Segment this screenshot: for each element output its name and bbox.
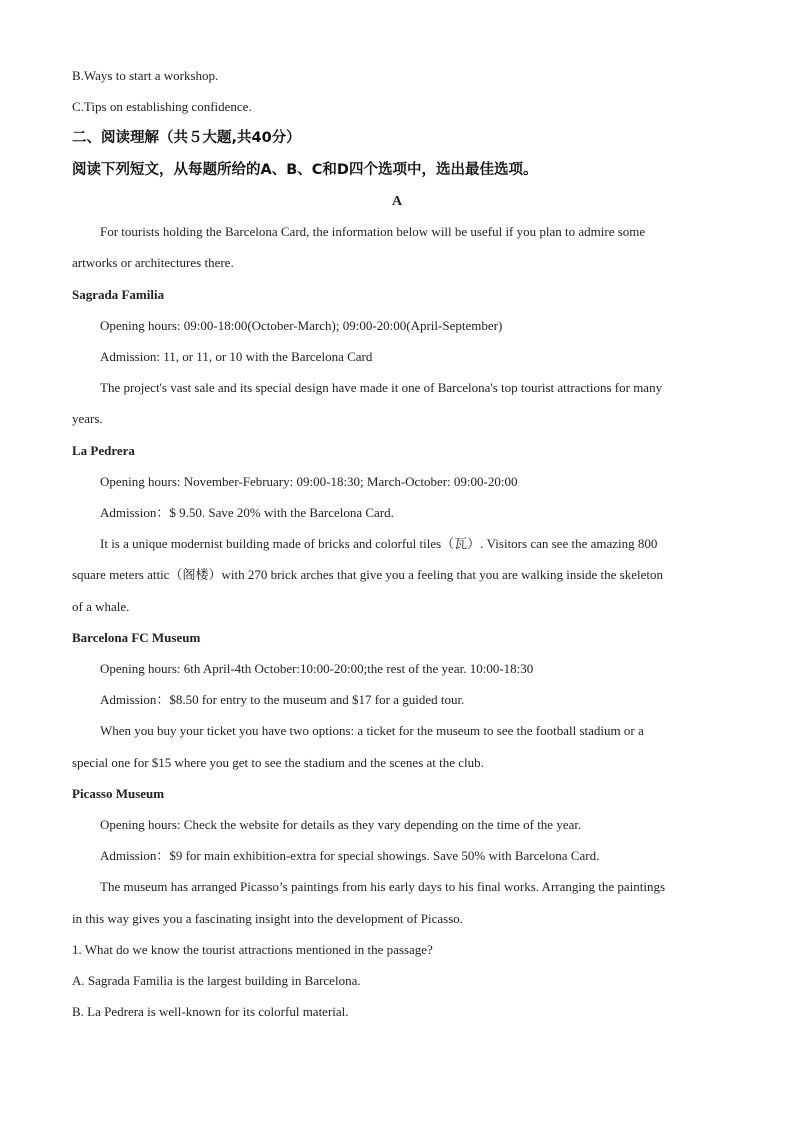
attraction-description: of a whale. <box>72 599 130 614</box>
question-1-option-a: A. Sagrada Familia is the largest building in Barcelona. <box>72 973 361 988</box>
question-1-option-b: B. La Pedrera is well-known for its colorful material. <box>72 1004 349 1019</box>
intro-line-2: artworks or architectures there. <box>72 255 234 270</box>
attraction-description: years. <box>72 411 103 426</box>
section-instruction: 阅读下列短文，从每题所给的A、B、C和D四个选项中，选出最佳选项。 <box>72 162 538 178</box>
prev-option-c: C.Tips on establishing confidence. <box>72 99 252 114</box>
attraction-heading-picasso-museum: Picasso Museum <box>72 786 165 801</box>
attraction-hours: Opening hours: Check the website for details as they vary depending on the time of the year. <box>100 817 582 832</box>
attraction-hours: Opening hours: 6th April-4th October:10:00-20:00;the rest of the year. 10:00-18:30 <box>100 661 534 676</box>
attraction-admission: Admission: 11, or 11, or 10 with the Barcelona Card <box>100 349 373 364</box>
intro-line-1: For tourists holding the Barcelona Card, the information below will be useful if you plan to admire some <box>100 224 646 239</box>
attraction-admission: Admission：$8.50 for entry to the museum and $17 for a guided tour. <box>100 692 465 707</box>
attraction-heading-la-pedrera: La Pedrera <box>72 443 135 458</box>
attraction-heading-barcelona-fc-museum: Barcelona FC Museum <box>72 630 201 645</box>
prev-option-b: B.Ways to start a workshop. <box>72 68 219 83</box>
section-title: 二、阅读理解（共５大题,共40分） <box>72 130 301 146</box>
attraction-description: square meters attic（阁楼）with 270 brick arches that give you a feeling that you are walking inside the skeleton <box>72 567 663 582</box>
passage-label: A <box>391 194 403 209</box>
attraction-description: When you buy your ticket you have two options: a ticket for the museum to see the football stadium or a <box>100 723 644 738</box>
attraction-hours: Opening hours: November-February: 09:00-18:30; March-October: 09:00-20:00 <box>100 474 518 489</box>
attraction-description: The museum has arranged Picasso’s paintings from his early days to his final works. Arranging the paintings <box>100 879 666 894</box>
attraction-description: The project's vast sale and its special design have made it one of Barcelona's top tourist attractions for many <box>100 380 663 395</box>
attraction-hours: Opening hours: 09:00-18:00(October-March); 09:00-20:00(April-September) <box>100 318 503 333</box>
question-1-stem: 1. What do we know the tourist attractions mentioned in the passage? <box>72 942 433 957</box>
attraction-description: in this way gives you a fascinating insight into the development of Picasso. <box>72 911 464 926</box>
attraction-description: special one for $15 where you get to see the stadium and the scenes at the club. <box>72 755 484 770</box>
attraction-admission: Admission：$9 for main exhibition-extra for special showings. Save 50% with Barcelona Card. <box>100 848 600 863</box>
attraction-admission: Admission：$ 9.50. Save 20% with the Barcelona Card. <box>100 505 394 520</box>
attraction-description: It is a unique modernist building made of bricks and colorful tiles（瓦）. Visitors can see the amazing 800 <box>100 536 658 551</box>
attraction-heading-sagrada-familia: Sagrada Familia <box>72 287 165 302</box>
